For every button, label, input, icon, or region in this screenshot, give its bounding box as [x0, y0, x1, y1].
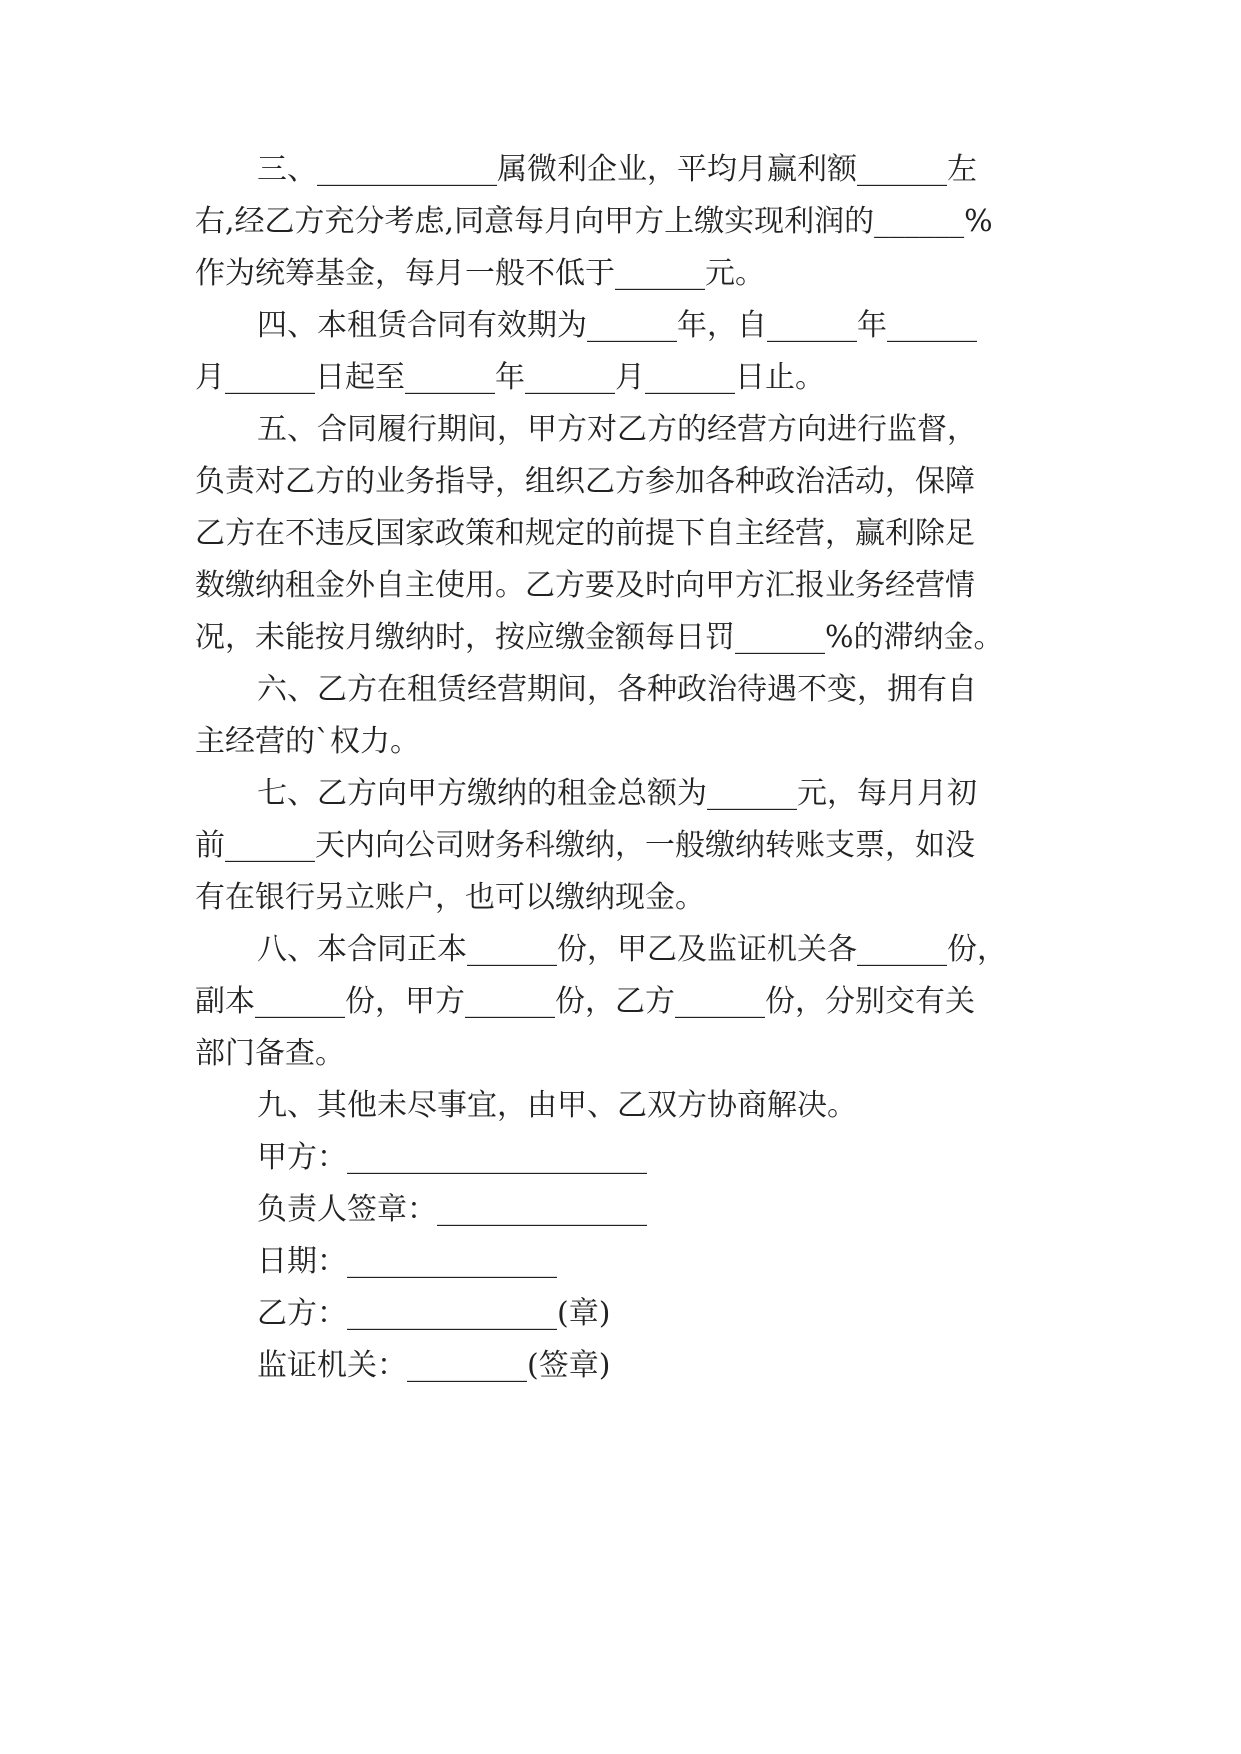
clause-6-line-1: 六、乙方在租赁经营期间，各种政治待遇不变，拥有自 — [257, 672, 977, 707]
clause-7-line-1: 七、乙方向甲方缴纳的租金总额为______元，每月月初 — [257, 776, 977, 811]
supervising-authority-line: 监证机关：________(签章) — [257, 1348, 611, 1383]
clause-5-line-5: 况，未能按月缴纳时，按应缴金额每日罚______%的滞纳金。 — [195, 620, 1004, 655]
clause-6-line-2: 主经营的`权力。 — [195, 724, 420, 759]
clause-8-line-3: 部门备查。 — [195, 1036, 345, 1071]
party-a-signature-line: 甲方：____________________ — [257, 1140, 647, 1175]
clause-8-line-1: 八、本合同正本______份，甲乙及监证机关各______份， — [257, 932, 1007, 967]
clause-9-line-1: 九、其他未尽事宜，由甲、乙双方协商解决。 — [257, 1088, 857, 1123]
clause-3-line-2: 右,经乙方充分考虑,同意每月向甲方上缴实现利润的______% — [195, 204, 993, 239]
clause-4-line-1: 四、本租赁合同有效期为______年，自______年______ — [257, 308, 977, 343]
clause-4-line-2: 月______日起至______年______月______日止。 — [195, 360, 825, 395]
party-b-signature-line: 乙方：______________(章) — [257, 1296, 611, 1331]
clause-5-line-1: 五、合同履行期间，甲方对乙方的经营方向进行监督， — [257, 412, 977, 447]
clause-3-line-1: 三、____________属微利企业，平均月赢利额______左 — [257, 152, 977, 187]
clause-3-line-3: 作为统筹基金，每月一般不低于______元。 — [195, 256, 765, 291]
clause-7-line-2: 前______天内向公司财务科缴纳，一般缴纳转账支票，如没 — [195, 828, 975, 863]
clause-8-line-2: 副本______份，甲方______份，乙方______份，分别交有关 — [195, 984, 975, 1019]
clause-5-line-3: 乙方在不违反国家政策和规定的前提下自主经营，赢利除足 — [195, 516, 975, 551]
clause-5-line-4: 数缴纳租金外自主使用。乙方要及时向甲方汇报业务经营情 — [195, 568, 975, 603]
clause-7-line-3: 有在银行另立账户，也可以缴纳现金。 — [195, 880, 705, 915]
date-line: 日期：______________ — [257, 1244, 557, 1279]
person-in-charge-signature-line: 负责人签章：______________ — [257, 1192, 647, 1227]
clause-5-line-2: 负责对乙方的业务指导，组织乙方参加各种政治活动，保障 — [195, 464, 975, 499]
